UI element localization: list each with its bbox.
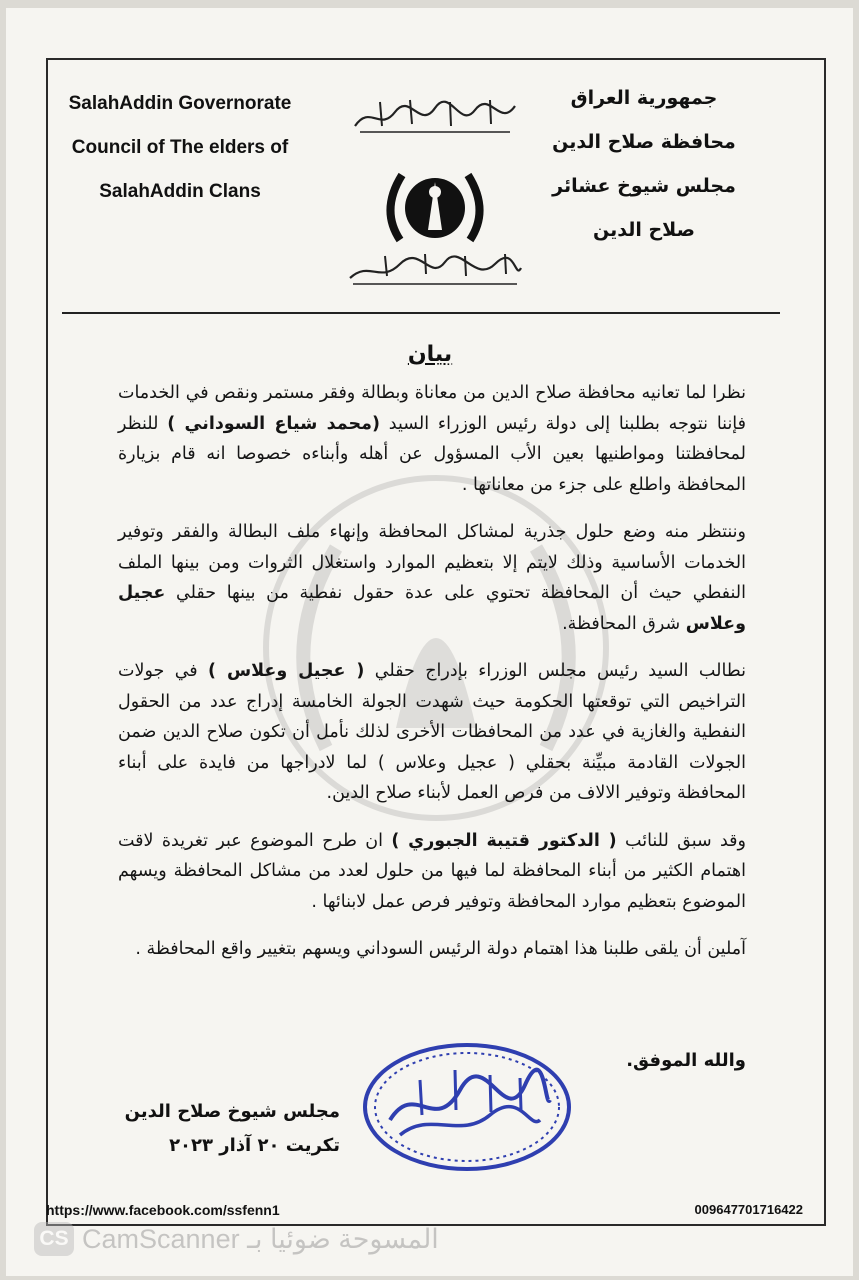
- camscanner-label: CamScanner المسوحة ضوئيا بـ: [82, 1224, 439, 1254]
- paragraph-text: نطالب السيد رئيس مجلس الوزراء بإدراج حقلي: [364, 661, 747, 681]
- arabic-header: [534, 76, 754, 252]
- paragraph-text: آملين أن يلقى طلبنا هذا اهتمام دولة الرئيس السوداني ويسهم بتغيير واقع المحافظة .: [135, 939, 746, 959]
- council-emblem-icon: [380, 160, 490, 260]
- body-paragraph: [118, 656, 746, 809]
- document-title: بيان: [407, 342, 453, 367]
- basmala-calligraphy: [350, 96, 520, 138]
- english-header-line: SalahAddin Clans: [99, 181, 261, 202]
- body-paragraph: [118, 378, 746, 500]
- english-header-line: Council of The elders of: [71, 137, 289, 158]
- body-paragraph: [118, 826, 746, 918]
- camscanner-watermark: [32, 1222, 552, 1258]
- paragraph-bold-text: عجيل وعلاس: [118, 583, 746, 634]
- paragraph-text: للنظر لمحافظتنا ومواطنيها بعين الأب المسؤول عن أهله وأبناءه خصوصا انه قام بزيارة المحافظة واطلع على جزء من معاناتها .: [118, 413, 746, 495]
- council-stamp: [360, 1040, 575, 1175]
- body-paragraph: [118, 934, 746, 965]
- closing-phrase: والله الموفق.: [626, 1050, 746, 1071]
- council-calligraphy: [345, 250, 525, 290]
- paragraph-text: في جولات التراخيص التي توقعتها الحكومة حيث شهدت الجولة الخامسة إدراج عدد من الحقول النفطية والغازية في عدد من المحافظات الأخرى لذلك نأمل أن تكون صلاح الدين ضمن الجولات القادمة مبيِّنة بحقلي ( عجيل وعلاس ) لما لادراجها من فايدة على أبناء المحافظة وتوفير الالاف من فرص العمل لأبناء صلاح الدين.: [118, 661, 746, 803]
- paragraph-text: ان طرح الموضوع عبر تغريدة لاقت اهتمام الكثير من أبناء المحافظة لما فيها من حلول لعدد من مشاكل المحافظة ويسهم الموضوع بتعظيم موارد المحافظة وتوفير فرص عمل لابنائها .: [118, 830, 746, 912]
- phone-number: 009647701716422: [694, 1202, 803, 1217]
- signature-line: مجلس شيوخ صلاح الدين: [124, 1101, 340, 1122]
- english-header-line: SalahAddin Governorate: [68, 93, 292, 114]
- paragraph-text: نظرا لما تعانيه محافظة صلاح الدين من معاناة وبطالة وفقر مستمر ونقص في الخدمات فإننا نتوجه بطلبنا إلى دولة رئيس الوزراء السيد: [118, 383, 747, 434]
- paragraph-bold-text: ( الدكتور قتيبة الجبوري ): [391, 830, 617, 851]
- signature-date: تكريت ٢٠ آذار ٢٠٢٣: [169, 1135, 340, 1156]
- header-divider: [62, 312, 780, 314]
- paragraph-bold-text: (محمد شياع السوداني ): [167, 413, 380, 434]
- paragraph-text: شرق المحافظة.: [562, 613, 686, 634]
- paragraph-bold-text: ( عجيل وعلاس ): [208, 661, 365, 681]
- document-body: [118, 378, 746, 982]
- arabic-header-line: مجلس شيوخ عشائر: [552, 175, 736, 197]
- arabic-header-line: محافظة صلاح الدين: [552, 131, 736, 153]
- facebook-link[interactable]: https://www.facebook.com/ssfenn1: [46, 1202, 280, 1218]
- arabic-header-line: صلاح الدين: [593, 219, 695, 241]
- english-header: [60, 82, 300, 214]
- body-paragraph: [118, 517, 746, 639]
- paragraph-text: وننتظر منه وضع حلول جذرية لمشاكل المحافظة وإنهاء ملف البطالة والفقر وتوفير الخدمات الأساسية وذلك لايتم إلا بتعظيم الموارد واستغلال الثروات ومن بينها الملف النفطي حيث أن المحافظة تحتوي على عدة حقول نفطية من بينها حقلي: [118, 522, 746, 603]
- arabic-header-line: جمهورية العراق: [570, 87, 718, 109]
- paragraph-text: وقد سبق للنائب: [616, 830, 746, 851]
- camscanner-logo-icon: CS: [34, 1222, 74, 1256]
- signature-block: [110, 1095, 340, 1163]
